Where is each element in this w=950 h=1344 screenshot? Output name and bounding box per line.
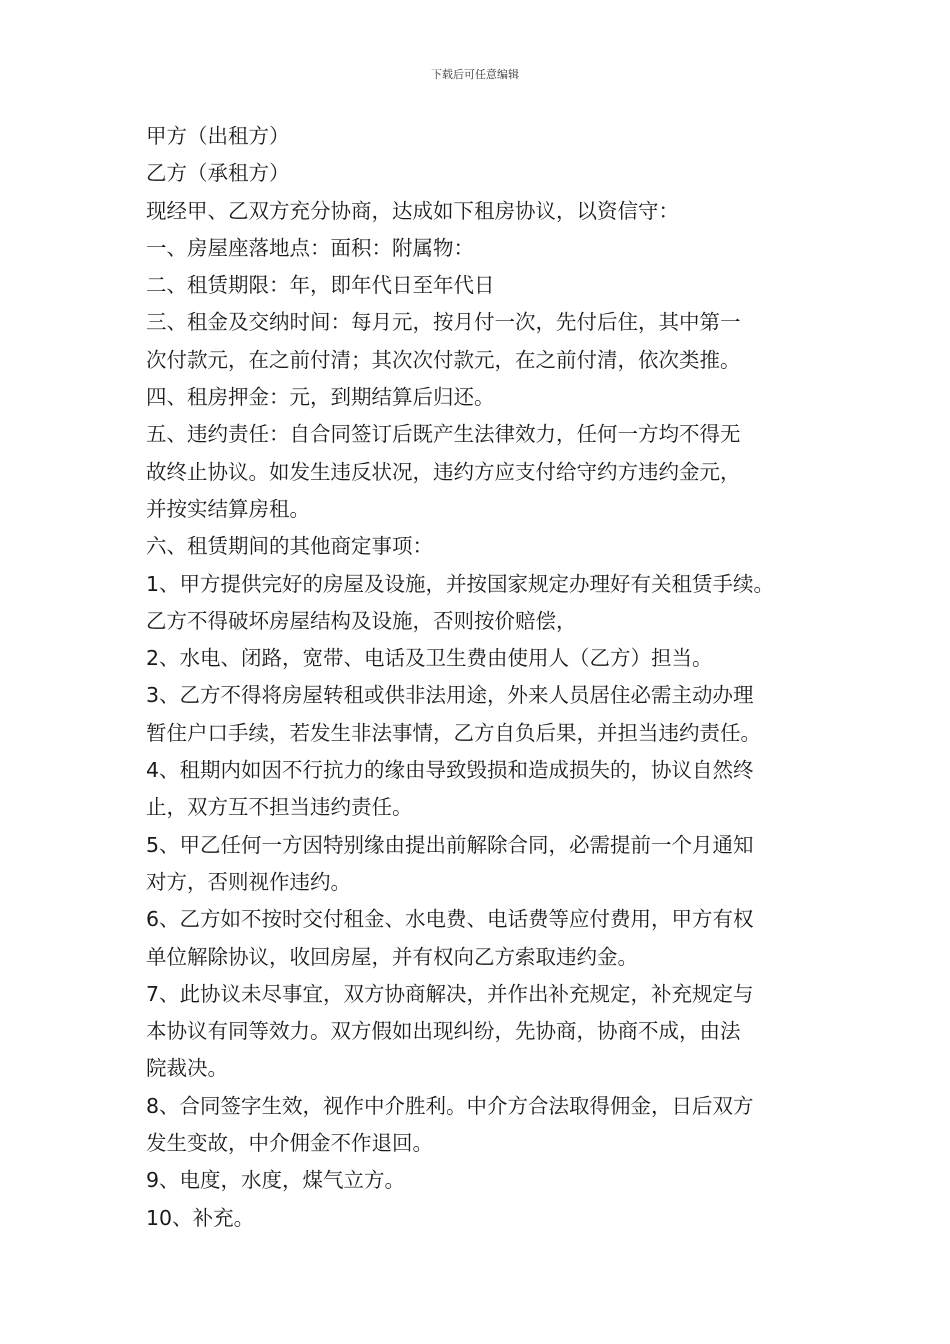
item-10: 10、补充。 [146,1205,255,1230]
clause-2-term: 二、租赁期限：年，即年代日至年代日 [146,273,495,298]
item-4-cont: 止，双方互不担当违约责任。 [146,795,413,820]
item-9: 9、电度，水度，煤气立方。 [146,1168,406,1193]
clause-3-rent: 三、租金及交纳时间：每月元，按月付一次，先付后住，其中第一 [146,310,741,335]
item-7: 7、此协议未尽事宜，双方协商解决，并作出补充规定，补充规定与 [146,981,754,1006]
item-6: 6、乙方如不按时交付租金、水电费、电话费等应付费用，甲方有权 [146,907,754,932]
header-note: 下载后可任意编辑 [431,68,519,81]
clause-4-deposit: 四、租房押金：元，到期结算后归还。 [146,385,495,410]
item-3: 3、乙方不得将房屋转租或供非法用途，外来人员居住必需主动办理 [146,683,754,708]
clause-5-liability-end: 并按实结算房租。 [146,496,310,521]
clause-3-rent-cont: 次付款元，在之前付清；其次次付款元，在之前付清，依次类推。 [146,347,741,372]
item-7-cont: 本协议有同等效力。双方假如出现纠纷，先协商，协商不成，由法 [146,1019,741,1044]
item-4: 4、租期内如因不行抗力的缘由导致毁损和造成损失的，协议自然终 [146,758,754,783]
item-6-cont: 单位解除协议，收回房屋，并有权向乙方索取违约金。 [146,944,638,969]
item-7-end: 院裁决。 [146,1056,228,1081]
clause-5-liability-cont: 故终止协议。如发生违反状况，违约方应支付给守约方违约金元， [146,459,741,484]
item-2: 2、水电、闭路，宽带、电话及卫生费由使用人（乙方）担当。 [146,646,713,671]
item-3-cont: 暂住户口手续，若发生非法事情，乙方自负后果，并担当违约责任。 [146,720,761,745]
party-a-line: 甲方（出租方） [146,124,290,148]
party-b-line: 乙方（承租方） [146,161,290,186]
item-8: 8、合同签字生效，视作中介胜利。中介方合法取得佣金，日后双方 [146,1093,754,1118]
item-8-cont: 发生变故，中介佣金不作退回。 [146,1131,433,1156]
item-1: 1、甲方提供完好的房屋及设施，并按国家规定办理好有关租赁手续。 [146,571,775,596]
clause-1-location: 一、房屋座落地点：面积：附属物： [146,235,474,260]
clause-6-heading: 六、租赁期间的其他商定事项： [146,534,433,559]
item-5-cont: 对方，否则视作违约。 [146,869,351,894]
item-1-cont: 乙方不得破坏房屋结构及设施，否则按价赔偿， [146,608,577,633]
item-5: 5、甲乙任何一方因特别缘由提出前解除合同，必需提前一个月通知 [146,832,754,857]
document-body [146,118,826,1237]
intro-line: 现经甲、乙双方充分协商，达成如下租房协议，以资信守： [146,198,679,223]
clause-5-liability: 五、违约责任：自合同签订后既产生法律效力，任何一方均不得无 [146,422,741,447]
